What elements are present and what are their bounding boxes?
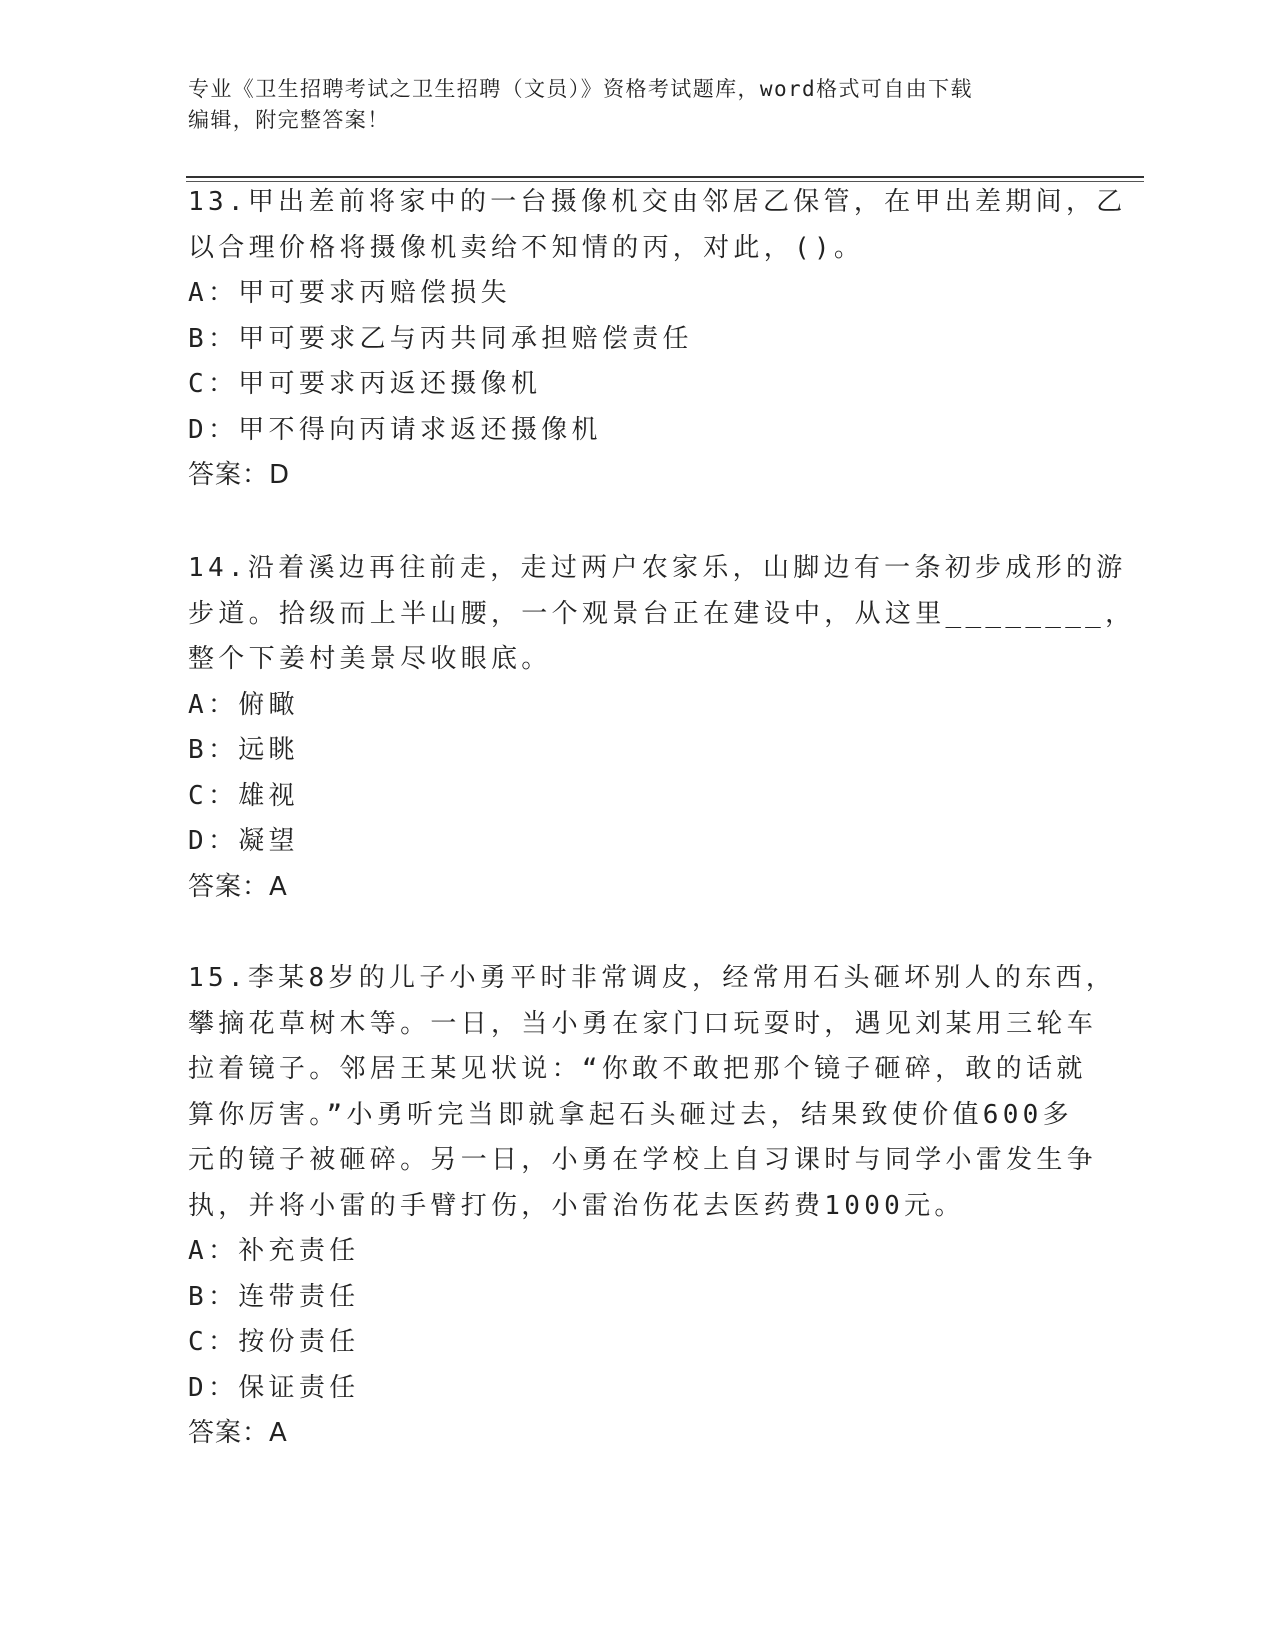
header-divider-thick: [186, 176, 1144, 178]
option-b: B：甲可要求乙与丙共同承担赔偿责任: [188, 323, 693, 354]
question-stem-line: 拉着镜子。邻居王某见状说：“你敢不敢把那个镜子砸碎，敢的话就: [188, 1054, 1087, 1084]
document-header: [188, 74, 1088, 136]
question-13: [188, 180, 1127, 499]
option-a: A：补充责任: [188, 1236, 360, 1266]
option-c: C：按份责任: [188, 1327, 360, 1357]
option-b: B：远眺: [188, 735, 299, 765]
option-d: D：甲不得向丙请求返还摄像机: [188, 414, 602, 445]
question-stem-line: 元的镜子被砸碎。另一日，小勇在学校上自习课时与同学小雷发生争: [188, 1145, 1098, 1175]
question-stem-line: 13.甲出差前将家中的一台摄像机交由邻居乙保管，在甲出差期间，乙: [188, 187, 1127, 217]
option-a: A：甲可要求丙赔偿损失: [188, 278, 511, 308]
answer-line: 答案：A: [188, 871, 288, 902]
question-stem-line: 以合理价格将摄像机卖给不知情的丙，对此，()。: [188, 232, 865, 263]
option-c: C：雄视: [188, 780, 299, 811]
question-stem-line: 攀摘花草树木等。一日，当小勇在家门口玩耍时，遇见刘某用三轮车: [188, 1008, 1098, 1039]
header-line-2: 编辑，附完整答案！: [188, 108, 390, 132]
option-c: C：甲可要求丙返还摄像机: [188, 369, 542, 399]
option-b: B：连带责任: [188, 1281, 360, 1312]
question-14: [188, 546, 1136, 910]
question-stem-line: 15.李某8岁的儿子小勇平时非常调皮，经常用石头砸坏别人的东西，: [188, 963, 1117, 993]
question-stem-line: 步道。拾级而上半山腰，一个观景台正在建设中，从这里________，: [188, 598, 1136, 629]
question-stem-line: 执，并将小雷的手臂打伤，小雷治伤花去医药费1000元。: [188, 1190, 965, 1221]
question-stem-line: 算你厉害。”小勇听完当即就拿起石头砸过去，结果致使价值600多: [188, 1099, 1073, 1130]
answer-line: 答案：D: [188, 460, 291, 490]
option-d: D：保证责任: [188, 1372, 360, 1403]
header-line-1: 专业《卫生招聘考试之卫生招聘（文员）》资格考试题库，word格式可自由下载: [188, 77, 973, 101]
option-a: A：俯瞰: [188, 689, 299, 720]
question-15: [188, 956, 1117, 1457]
question-stem-line: 整个下姜村美景尽收眼底。: [188, 644, 552, 674]
answer-line: 答案：A: [188, 1418, 288, 1448]
question-stem-line: 14.沿着溪边再往前走，走过两户农家乐，山脚边有一条初步成形的游: [188, 553, 1127, 583]
option-d: D：凝望: [188, 826, 299, 856]
